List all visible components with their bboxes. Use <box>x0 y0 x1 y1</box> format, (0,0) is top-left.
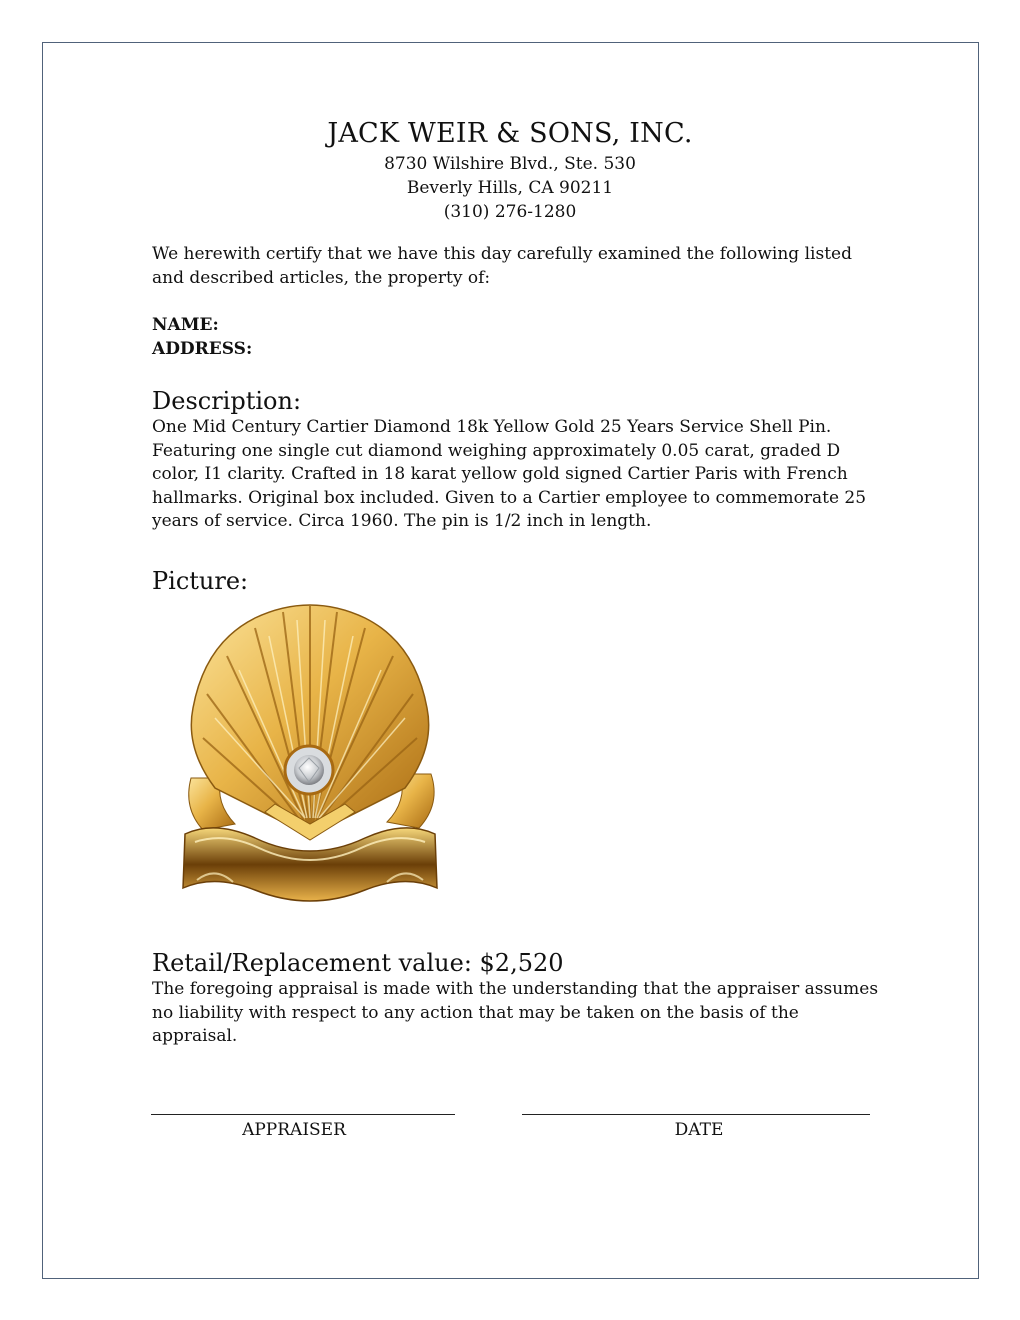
description-block <box>152 386 882 534</box>
description-text: One Mid Century Cartier Diamond 18k Yellow Gold 25 Years Service Shell Pin. Featuring one single cut diamond weighing approximately 0.05 carat, graded D color, I1 clarity. Crafted in 18 karat yellow gold signed Cartier Paris with French hallmarks. Original box included. Given to a Cartier employee to commemorate 25 years of service. Circa 1960. The pin is 1/2 inch in length. <box>152 417 867 531</box>
shell-pin-image <box>175 598 445 910</box>
date-signature-line <box>522 1114 870 1115</box>
letterhead <box>0 116 1020 224</box>
value-heading: Retail/Replacement value: $2,520 <box>152 949 564 977</box>
date-label: DATE <box>674 1120 724 1140</box>
company-street: 8730 Wilshire Blvd., Ste. 530 <box>384 154 636 174</box>
value-block <box>152 948 882 1049</box>
address-label: ADDRESS: <box>152 338 253 359</box>
appraiser-label: APPRAISER <box>242 1120 346 1140</box>
appraiser-signature-line <box>151 1114 455 1115</box>
company-city: Beverly Hills, CA 90211 <box>406 178 614 198</box>
owner-block <box>152 314 882 361</box>
description-heading: Description: <box>152 387 302 415</box>
company-name: JACK WEIR & SONS, INC. <box>327 118 693 149</box>
picture-block <box>152 566 882 596</box>
picture-heading: Picture: <box>152 567 249 595</box>
name-label: NAME: <box>152 315 219 335</box>
certification-text: We herewith certify that we have this day carefully examined the following listed and described articles, the property of: <box>152 244 852 288</box>
company-phone: (310) 276-1280 <box>443 202 577 222</box>
disclaimer-text: The foregoing appraisal is made with the understanding that the appraiser assumes no liability with respect to any action that may be taken on the basis of the appraisal. <box>152 979 879 1046</box>
certification-block <box>152 243 882 290</box>
